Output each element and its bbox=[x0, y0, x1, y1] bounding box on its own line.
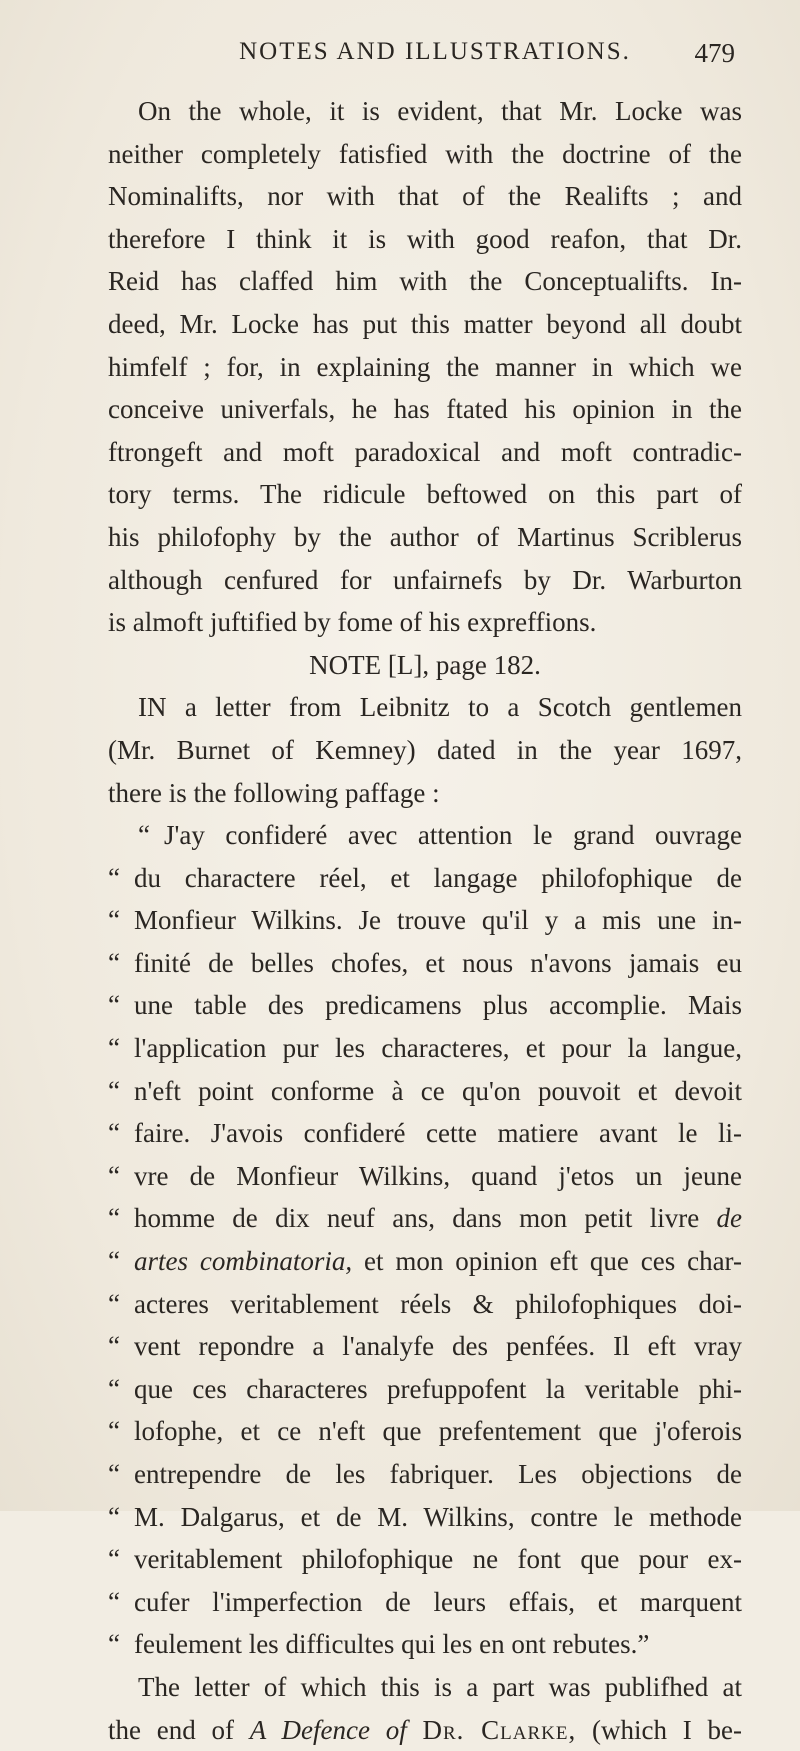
quote-text: feulement les difficultes qui les en ont rebutes.” bbox=[134, 1629, 650, 1660]
quote-mark: “ bbox=[108, 1118, 120, 1149]
quote-mark: “ bbox=[108, 1075, 120, 1106]
quote-italic-title: artes combinatoria, bbox=[134, 1246, 353, 1277]
paragraph-2-line: there is the following paffage : bbox=[108, 777, 440, 808]
paragraph-1-line: ftrongeft and moft paradoxical and moft contradic- bbox=[108, 436, 742, 467]
quote-line bbox=[108, 1496, 742, 1539]
paragraph-1-line: conceive univerfals, he has ftated his opinion in the bbox=[108, 394, 742, 425]
quote-text: n'eft point conforme à ce qu'on pouvoit et devoit bbox=[134, 1075, 742, 1106]
paragraph-1-line: Nominalifts, nor with that of the Realifts ; and bbox=[108, 181, 742, 212]
quote-text: acteres veritablement réels & philofophiques doi- bbox=[134, 1288, 742, 1319]
paragraph-3-text: (which I be- bbox=[592, 1714, 742, 1745]
quote-line bbox=[108, 1368, 742, 1411]
quote-text: homme de dix neuf ans, dans mon petit livre bbox=[134, 1203, 700, 1234]
quote-mark: “ bbox=[108, 1033, 120, 1064]
quote-text: vre de Monfieur Wilkins, quand j'etos un jeune bbox=[134, 1160, 742, 1191]
running-title: NOTES AND ILLUSTRATIONS. bbox=[239, 38, 631, 65]
quote-text: vent repondre a l'analyfe des penfées. Il eft vray bbox=[134, 1331, 742, 1362]
quote-mark: “ bbox=[108, 1331, 120, 1362]
paragraph-3-line: The letter of which this is a part was publifhed at bbox=[138, 1671, 742, 1702]
paragraph-1-line: therefore I think it is with good reafon, that Dr. bbox=[108, 223, 742, 254]
quote-line bbox=[108, 1112, 742, 1155]
quote-text: Monfieur Wilkins. Je trouve qu'il y a mis une in- bbox=[134, 905, 742, 936]
quote-line bbox=[108, 857, 742, 900]
author-smallcaps: Dr. Clarke, bbox=[422, 1714, 577, 1745]
quote-line bbox=[108, 899, 742, 942]
quote-mark: “ bbox=[108, 990, 120, 1021]
quote-line bbox=[108, 1325, 742, 1368]
paragraph-1-line: On the whole, it is evident, that Mr. Locke was bbox=[138, 96, 742, 126]
quote-text: que ces characteres prefuppofent la veritable phi- bbox=[134, 1373, 742, 1404]
quote-mark: “ bbox=[108, 1288, 120, 1319]
quote-text: entrependre de les fabriquer. Les objections de bbox=[134, 1459, 742, 1489]
quote-text: faire. J'avois confideré cette matiere avant le li- bbox=[134, 1118, 742, 1149]
quote-italic-title: de bbox=[716, 1203, 743, 1234]
quote-line bbox=[108, 1197, 742, 1240]
book-title-italic: A Defence of bbox=[249, 1714, 407, 1745]
paragraph-1-line: tory terms. The ridicule beftowed on this part of bbox=[108, 479, 742, 510]
quote-text: du charactere réel, et langage philofophique de bbox=[134, 862, 742, 893]
quote-mark: “ bbox=[138, 820, 150, 851]
quote-mark: “ bbox=[108, 1629, 120, 1660]
quote-line bbox=[108, 1538, 742, 1581]
paragraph-3-line bbox=[108, 1709, 742, 1751]
quote-text: finité de belles chofes, et nous n'avons jamais eu bbox=[134, 947, 742, 978]
quote-line bbox=[108, 1070, 742, 1113]
paragraph-1-line: although cenfured for unfairnefs by Dr. Warburton bbox=[108, 564, 742, 595]
paragraph-1-line: his philofophy by the author of Martinus Scriblerus bbox=[108, 521, 742, 552]
quote-mark: “ bbox=[108, 1501, 120, 1532]
quote-mark: “ bbox=[108, 1459, 120, 1489]
text-block bbox=[108, 90, 742, 1751]
quote-text: lofophe, et ce n'eft que prefentement que j'oferois bbox=[134, 1416, 742, 1447]
quote-line bbox=[108, 984, 742, 1027]
paragraph-1-line: Reid has claffed him with the Conceptualifts. In- bbox=[108, 266, 742, 297]
quote-line bbox=[108, 1283, 742, 1326]
note-heading: NOTE [L], page 182. bbox=[309, 649, 541, 680]
quote-mark: “ bbox=[108, 1373, 120, 1404]
quote-mark: “ bbox=[108, 1160, 120, 1191]
paragraph-1-line: himfelf ; for, in explaining the manner in which we bbox=[108, 351, 742, 382]
quote-text: cufer l'imperfection de leurs effais, et marquent bbox=[134, 1586, 742, 1617]
paragraph-2-line: (Mr. Burnet of Kemney) dated in the year 1697, bbox=[108, 734, 742, 765]
quote-mark: “ bbox=[108, 1586, 120, 1617]
quote-line bbox=[108, 814, 742, 857]
quote-text: veritablement philofophique ne font que pour ex- bbox=[134, 1544, 742, 1575]
quote-mark: “ bbox=[108, 1246, 120, 1277]
quote-mark: “ bbox=[108, 862, 120, 893]
quote-mark: “ bbox=[108, 1544, 120, 1575]
quote-text: l'application pur les characteres, et pour la langue, bbox=[134, 1033, 742, 1064]
quote-mark: “ bbox=[108, 905, 120, 936]
paragraph-1-line: is almoft juftified by fome of his expreffions. bbox=[108, 607, 597, 638]
quote-line bbox=[108, 1410, 742, 1453]
running-head bbox=[135, 38, 735, 78]
quote-line bbox=[108, 1453, 742, 1496]
quote-text: J'ay confideré avec attention le grand ouvrage bbox=[164, 820, 742, 851]
quote-line bbox=[108, 1240, 742, 1283]
quote-mark: “ bbox=[108, 947, 120, 978]
quote-line bbox=[108, 1155, 742, 1198]
page-number: 479 bbox=[694, 38, 735, 68]
quote-line bbox=[108, 1581, 742, 1624]
paragraph-3-text: the end of bbox=[108, 1714, 234, 1745]
quote-line bbox=[108, 1623, 742, 1666]
quote-text: une table des predicamens plus accomplie. Mais bbox=[134, 990, 742, 1021]
paragraph-1-line: neither completely fatisfied with the doctrine of the bbox=[108, 138, 742, 169]
paragraph-1-line: deed, Mr. Locke has put this matter beyond all doubt bbox=[108, 308, 742, 339]
quote-mark: “ bbox=[108, 1203, 120, 1234]
quote-text: M. Dalgarus, et de M. Wilkins, contre le methode bbox=[134, 1501, 742, 1532]
quote-line bbox=[108, 942, 742, 985]
quote-mark: “ bbox=[108, 1416, 120, 1447]
paragraph-2-line: IN a letter from Leibnitz to a Scotch gentlemen bbox=[138, 692, 742, 723]
quote-line bbox=[108, 1027, 742, 1070]
quote-text: et mon opinion eft que ces char- bbox=[363, 1246, 742, 1277]
